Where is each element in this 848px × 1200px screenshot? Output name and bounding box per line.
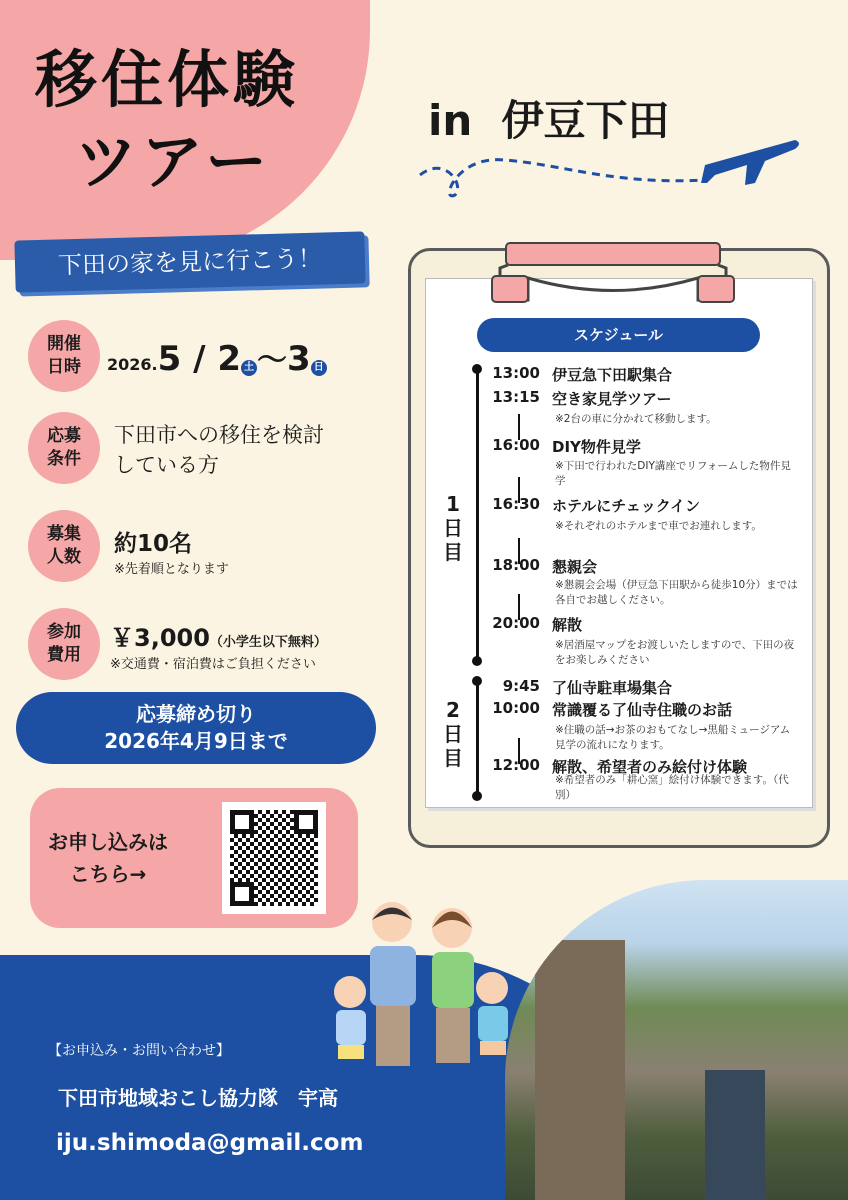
schedule-note: ※住職の話→お茶のおもてなし→黒船ミュージアム見学の流れになります。 bbox=[555, 724, 791, 751]
schedule-header: スケジュール bbox=[477, 318, 760, 352]
capacity: 約10名 ※先着順となります bbox=[114, 531, 229, 577]
eligibility: 下田市への移住を検討 している方 bbox=[114, 423, 324, 477]
label-fee: 参加 費用 bbox=[28, 608, 100, 680]
subtitle-banner bbox=[14, 231, 365, 292]
schedule-event: 空き家見学ツアー bbox=[552, 390, 672, 408]
schedule-note: ※それぞれのホテルまで車でお連れします。 bbox=[555, 520, 762, 532]
schedule-note: ※2台の車に分かれて移動します。 bbox=[555, 413, 717, 425]
schedule-time: 10:00 bbox=[492, 699, 540, 717]
schedule-time: 12:00 bbox=[492, 756, 540, 774]
timeline-dot bbox=[472, 656, 482, 666]
schedule-note: ※下田で行われたDIY講座でリフォームした物件見学 bbox=[555, 460, 791, 487]
schedule-event: 解散 bbox=[552, 616, 583, 634]
apply-box bbox=[30, 788, 358, 928]
schedule-note: ※居酒屋マップをお渡しいたしますので、下田の夜をお楽しみください bbox=[555, 639, 795, 666]
schedule-event: 懇親会 bbox=[552, 558, 598, 576]
subtitle: 下田の家を見に行こう！ bbox=[57, 244, 323, 280]
timeline-dot bbox=[472, 791, 482, 801]
schedule-time: 16:00 bbox=[492, 436, 540, 454]
contact-email[interactable]: iju.shimoda@gmail.com bbox=[56, 1130, 364, 1156]
schedule-event: 伊豆急下田駅集合 bbox=[552, 366, 673, 384]
day1-label: 1日目 bbox=[443, 492, 463, 564]
fee: ￥3,000（小学生以下無料） ※交通費・宿泊費はご負担ください bbox=[110, 624, 327, 672]
day2-label: 2日目 bbox=[443, 698, 463, 770]
location-title: in 伊豆下田 bbox=[428, 96, 670, 145]
family-illustration bbox=[320, 900, 530, 1070]
event-date: 2026.5 / 2 土 〜3 日 bbox=[107, 335, 327, 379]
schedule-event: 常識覆る了仙寺住職のお話 bbox=[552, 701, 733, 719]
title-line1: 移住体験 bbox=[35, 43, 300, 116]
town-photo bbox=[505, 880, 848, 1200]
schedule-note: ※懇親会会場（伊豆急下田駅から徒歩10分）までは各自でお越しください。 bbox=[555, 579, 798, 606]
schedule-time: 18:00 bbox=[492, 556, 540, 574]
schedule-time: 13:00 bbox=[492, 364, 540, 382]
contact-org: 下田市地域おこし協力隊 宇高 bbox=[58, 1086, 338, 1110]
deadline-badge: 応募締め切り 2026年4月9日まで bbox=[16, 692, 376, 764]
schedule-event: 了仙寺駐車場集合 bbox=[552, 679, 673, 697]
airplane-icon bbox=[415, 125, 805, 205]
schedule-event: 解散、希望者のみ絵付け体験 bbox=[552, 758, 748, 776]
schedule-event: ホテルにチェックイン bbox=[552, 497, 701, 515]
schedule-time: 13:15 bbox=[492, 388, 540, 406]
label-date: 開催 日時 bbox=[28, 320, 100, 392]
contact-heading: 【お申込み・お問い合わせ】 bbox=[48, 1043, 230, 1059]
label-eligibility: 応募 条件 bbox=[28, 412, 100, 484]
schedule-time: 9:45 bbox=[502, 677, 540, 695]
schedule-time: 16:30 bbox=[492, 495, 540, 513]
apply-text: お申し込みは こちら→ bbox=[48, 830, 168, 886]
qr-code[interactable] bbox=[222, 802, 326, 914]
schedule-event: DIY物件見学 bbox=[552, 438, 641, 456]
title-line2: ツアー bbox=[75, 125, 272, 198]
schedule-note: ※希望者のみ「耕心窯」絵付け体験できます。（代別） bbox=[555, 774, 789, 801]
schedule-time: 20:00 bbox=[492, 614, 540, 632]
clip-icon bbox=[488, 238, 738, 308]
day2-timeline bbox=[476, 680, 479, 795]
label-capacity: 募集 人数 bbox=[28, 510, 100, 582]
